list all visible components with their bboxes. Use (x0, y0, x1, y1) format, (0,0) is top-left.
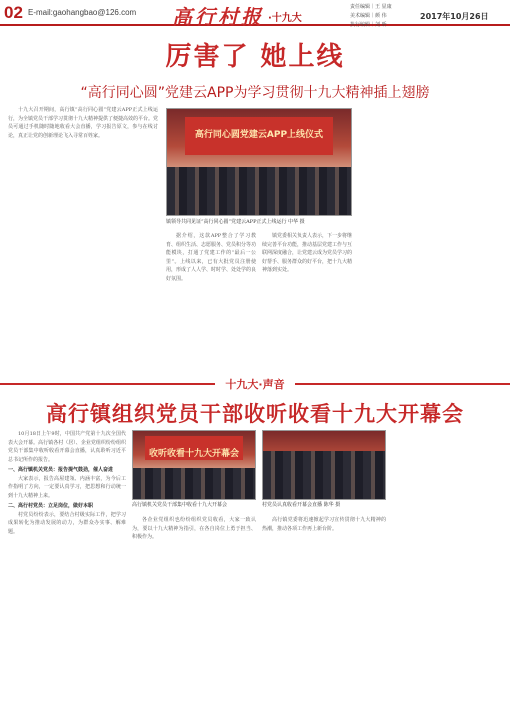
editor-line: 执行编辑｜刘 昕 (350, 22, 387, 28)
village-photo (262, 430, 386, 500)
article-paragraph: 镇党委相关负责人表示，下一步将继续完善平台功能，推动基层党建工作与互联网深度融合，让党建云成为党员学习的好帮手、服务群众的好平台，把十九大精神落到实处。 (262, 233, 352, 273)
article-column (166, 232, 256, 368)
section-name: ·十九大 (268, 13, 302, 24)
editor-credits (350, 3, 392, 30)
caption-text: 村党员认真收看开幕会直播 (262, 502, 323, 508)
photo-banner-text: 高行同心圆党建云APP上线仪式 (194, 130, 324, 141)
subheading: 一、高行镇机关党员：报告提气鼓劲，催人奋进 (8, 467, 114, 473)
photo-crowd (263, 451, 385, 499)
caption-credit: 陈华 摄 (323, 502, 341, 508)
section-divider (0, 376, 510, 392)
photo-crowd (133, 468, 255, 499)
article-column (8, 430, 126, 708)
photo-caption (166, 219, 352, 226)
photo-banner-text: 收听收看十九大开幕会 (148, 449, 239, 460)
launch-photo (166, 108, 352, 216)
article-paragraph: 大家表示，报告高屋建瓴、内涵丰富，为今后工作指明了方向，一定要认真学习，把思想和行动统一到十九大精神上来。 (8, 475, 126, 499)
page-number: 02 (4, 3, 23, 22)
article-headline: 厉害了 她上线 (165, 42, 345, 72)
newspaper-logo: 高行村报 (172, 5, 264, 29)
caption-credit: 中华 摄 (288, 219, 305, 225)
article-paragraph: 各企业党组织也纷纷组织党员收看，大家一致认为，要以十九大精神为指引，在各自岗位上勇于担当、积极作为。 (132, 517, 256, 540)
editor-line: 责任编辑｜王 显康 (350, 4, 392, 10)
article-column (8, 106, 158, 368)
article-paragraph: 据介绍，这款APP整合了学习教育、组织生活、志愿服务、党员积分等功能模块，打通了党建工作的“最后一公里”。上线以来，已有大批党员注册使用，形成了人人学、时时学、处处学的良好氛围。 (166, 233, 256, 282)
meeting-photo (132, 430, 256, 500)
article-paragraph: 10月18日上午9时，中国共产党第十九次全国代表大会开幕。高行镇各村（居）、企业党组织纷纷组织党员干部集中收听收看开幕会直播，认真聆听习近平总书记所作的报告。 (8, 431, 126, 463)
article-paragraph: 十九大召开期间，高行镇“高行同心圆”党建云APP正式上线运行，为全镇党员干部学习贯彻十九大精神提供了便捷高效的平台。党员可通过手机随时随地收看大会直播，学习报告原文，参与在线讨论，真正让党的创新理论飞入寻常百姓家。 (8, 107, 158, 139)
editor-line: 美术编辑｜颜 伟 (350, 13, 387, 19)
article-column (262, 232, 352, 368)
article-headline: 高行镇组织党员干部收听收看十九大开幕会 (46, 402, 464, 426)
article-subheadline: “高行同心圆”党建云APP为学习贯彻十九大精神插上翅膀 (80, 85, 430, 101)
page-header (0, 0, 510, 29)
issue-date: 2017年10月26日 (420, 12, 489, 21)
photo-caption (262, 502, 386, 509)
article-column (132, 516, 256, 708)
photo-crowd (167, 167, 351, 215)
article-paragraph: 村党员纷纷表示，要结合村级实际工作，把学习成果转化为推动发展的动力，为群众办实事、解难题。 (8, 511, 126, 535)
photo-stage (185, 117, 332, 154)
caption-text: 镇领导共同见证“高行同心圆”党建云APP正式上线运行 (166, 219, 287, 225)
photo-stage (145, 436, 243, 460)
subheading: 二、高行村党员：立足岗位，做好本职 (8, 503, 94, 509)
photo-caption: 高行镇机关党员干部集中收看十九大开幕会 (132, 502, 228, 508)
article-column (262, 516, 386, 708)
section-label: 十九大·声音 (215, 376, 295, 392)
email-address: E-mail:gaohangbao@126.com (28, 8, 137, 17)
article-paragraph: 高行镇党委将迅速掀起学习宣传贯彻十九大精神的热潮，推动各项工作再上新台阶。 (262, 517, 386, 532)
